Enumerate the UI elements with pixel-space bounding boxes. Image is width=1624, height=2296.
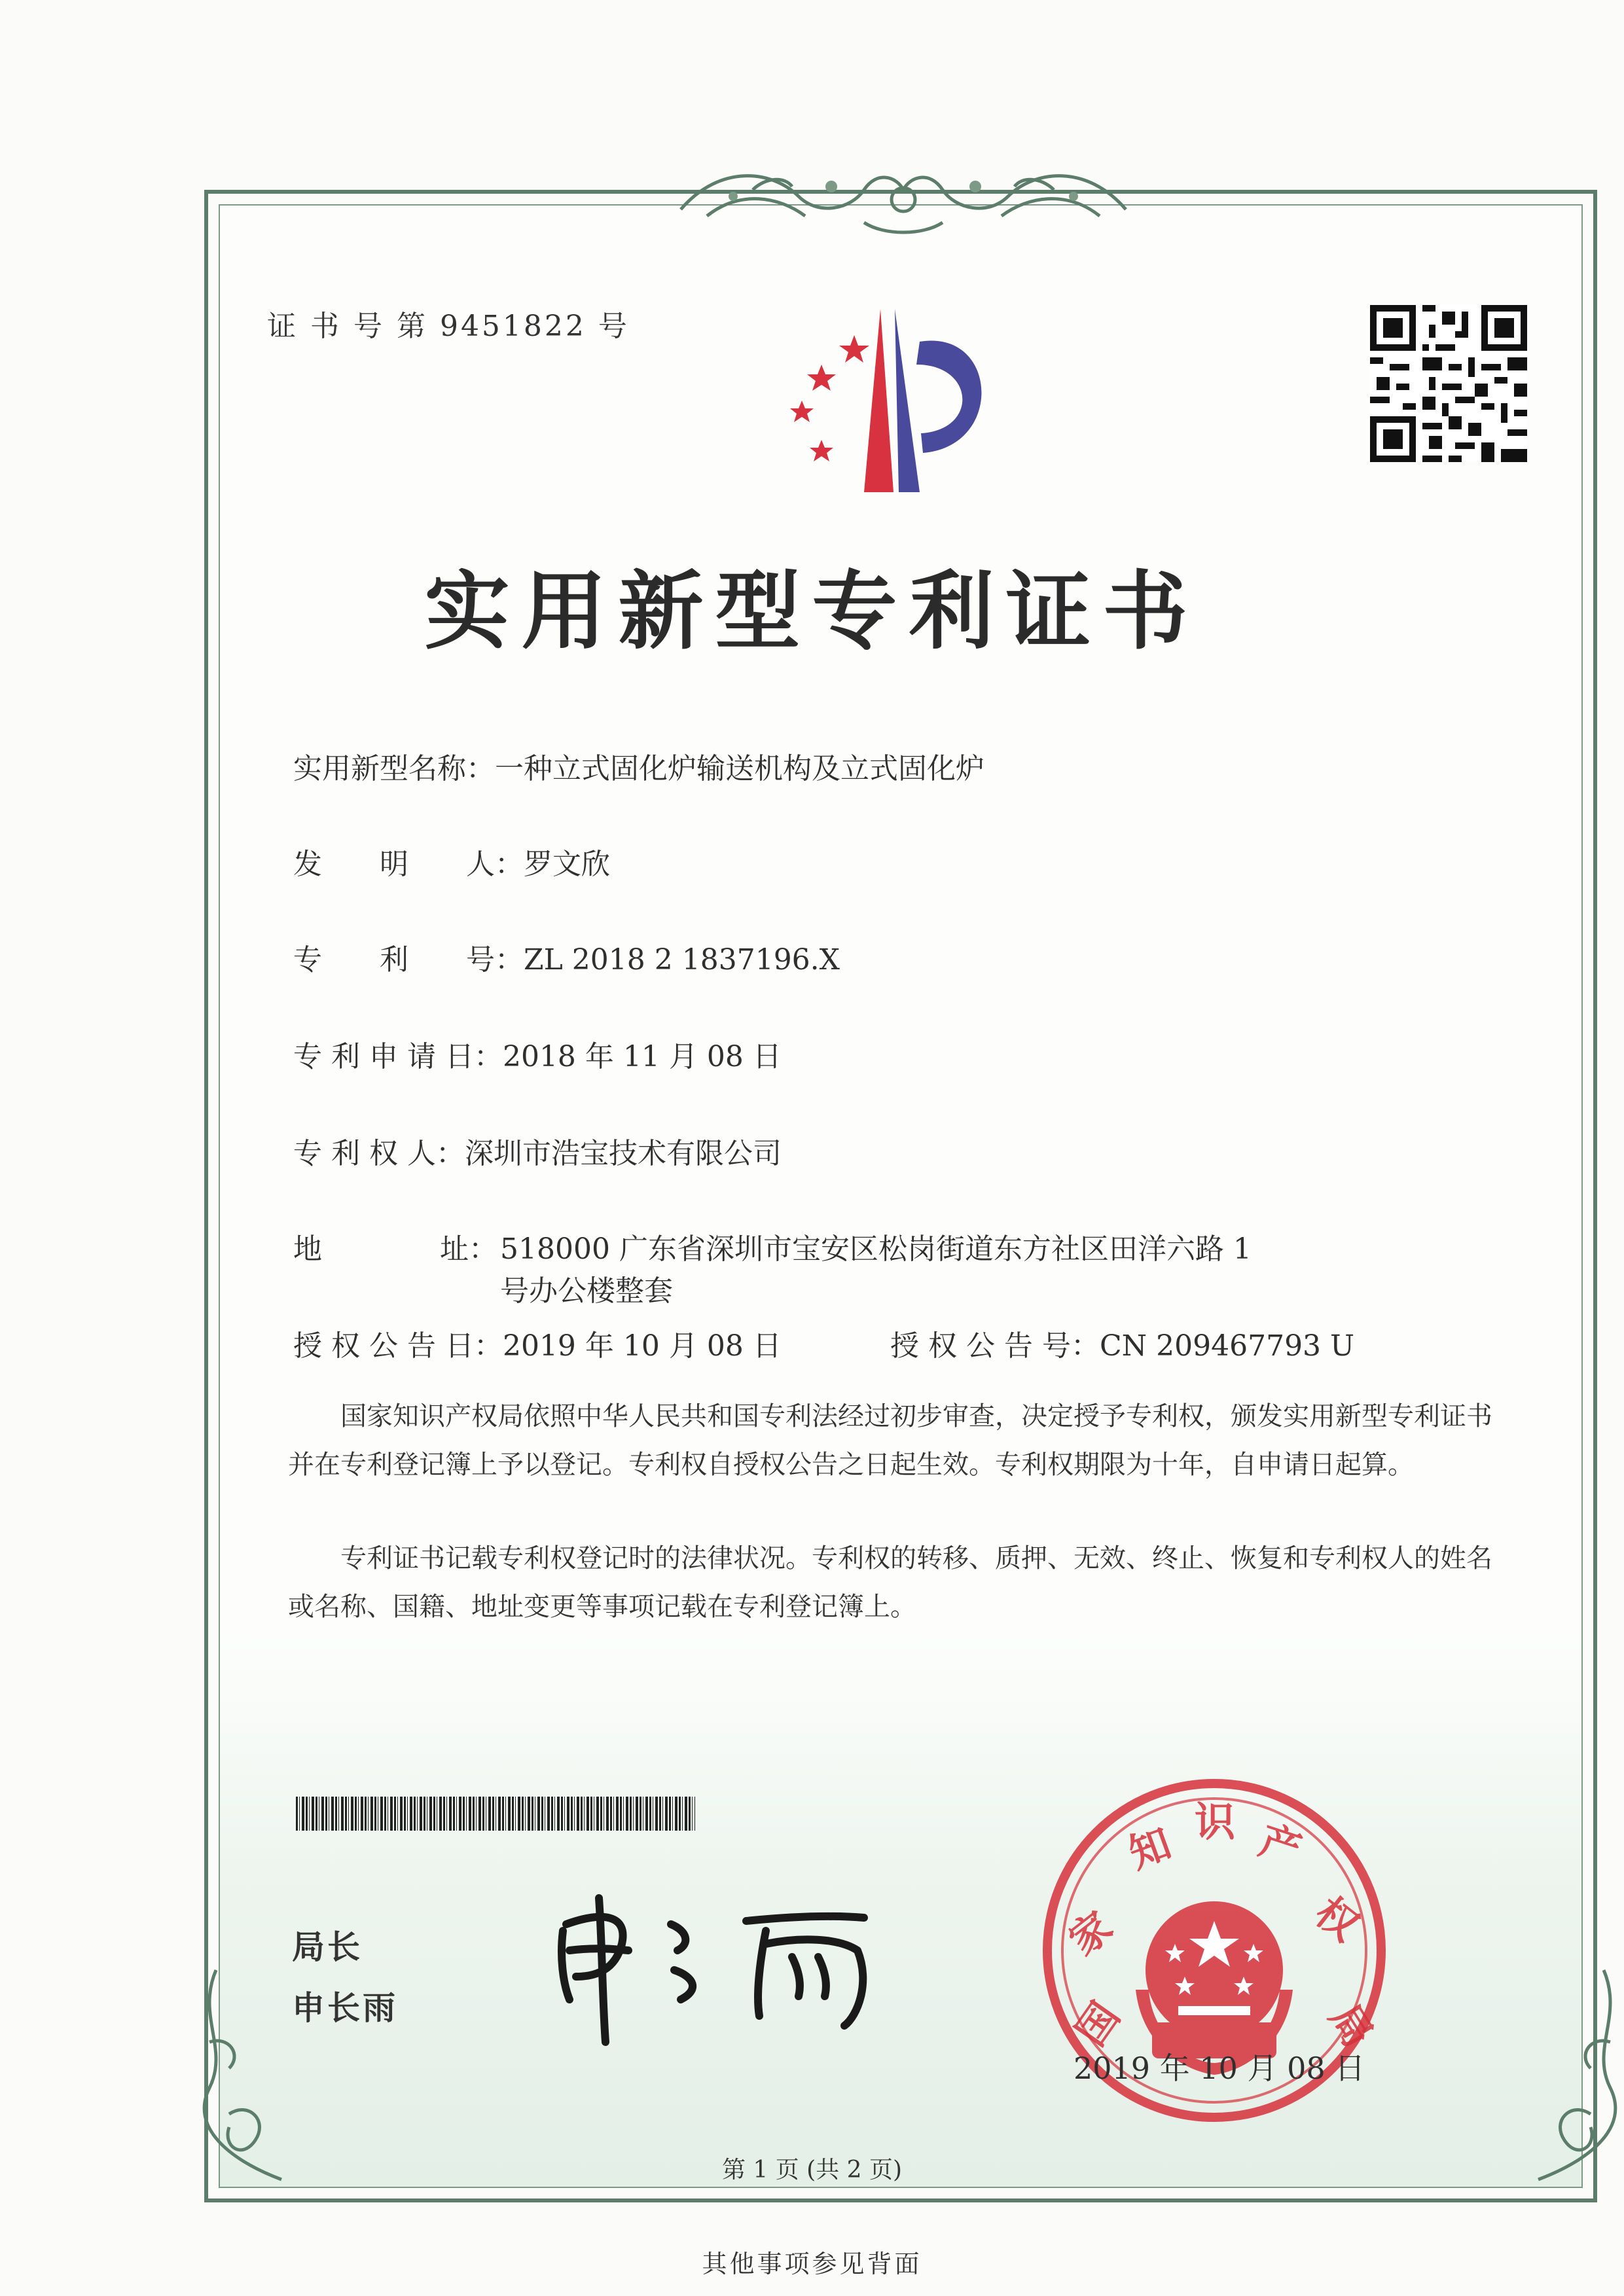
filing-date-value: 2018 年 11 月 08 日 bbox=[502, 1040, 782, 1073]
grant-number-label: 授 权 公 告 号： bbox=[890, 1329, 1100, 1363]
grant-number-value: CN 209467793 U bbox=[1099, 1329, 1355, 1363]
back-note: 其他事项参见背面 bbox=[702, 2250, 922, 2278]
svg-text:知: 知 bbox=[1123, 1819, 1178, 1878]
inventor-value: 罗文欣 bbox=[524, 848, 610, 881]
director-title: 局长 bbox=[292, 1928, 363, 1966]
barcode bbox=[296, 1797, 695, 1831]
certificate-title: 实用新型专利证书 bbox=[424, 561, 1200, 661]
statement-paragraph-1: 国家知识产权局依照中华人民共和国专利法经过初步审查，决定授予专利权，颁发实用新型专利证书并在专利登记簿上予以登记。专利权自授权公告之日起生效。专利权期限为十年，自申请日起算。 bbox=[288, 1401, 1492, 1480]
inventor-label: 发 明 人： bbox=[293, 848, 524, 881]
address-line-2: 号办公楼整套 bbox=[500, 1274, 673, 1308]
svg-text:识: 识 bbox=[1195, 1798, 1236, 1846]
statement-paragraph-2: 专利证书记载专利权登记时的法律状况。专利权的转移、质押、无效、终止、恢复和专利权人的姓名或名称、国籍、地址变更等事项记载在专利登记簿上。 bbox=[288, 1543, 1492, 1622]
patent-number-row bbox=[293, 936, 840, 978]
director-name: 申长雨 bbox=[292, 1989, 398, 2027]
certificate-number: 证 书 号 第 9451822 号 bbox=[267, 310, 630, 343]
address-label-2: 址： bbox=[440, 1232, 497, 1266]
grant-date-row bbox=[293, 1322, 782, 1364]
patentee-row bbox=[293, 1130, 782, 1172]
patent-number-value: ZL 2018 2 1837196.X bbox=[524, 943, 840, 977]
inventor-row bbox=[293, 840, 610, 882]
patentee-label: 专 利 权 人： bbox=[293, 1137, 465, 1170]
svg-text:产: 产 bbox=[1254, 1816, 1307, 1874]
seal-date: 2019 年 10 月 08 日 bbox=[1074, 2051, 1365, 2086]
svg-text:权: 权 bbox=[1306, 1888, 1368, 1951]
director-signature bbox=[550, 1885, 890, 2055]
address-line-1: 518000 广东省深圳市宝安区松岗街道东方社区田洋六路 1 bbox=[500, 1232, 1252, 1266]
top-ornament bbox=[668, 151, 1139, 249]
utility-model-name-label: 实用新型名称： bbox=[293, 752, 495, 785]
patent-number-label: 专 利 号： bbox=[293, 943, 524, 977]
utility-model-name-value: 一种立式固化炉输送机构及立式固化炉 bbox=[495, 752, 984, 785]
filing-date-row bbox=[293, 1033, 782, 1075]
svg-text:局: 局 bbox=[1320, 1996, 1383, 2056]
svg-text:国: 国 bbox=[1066, 1993, 1129, 2054]
grant-date-value: 2019 年 10 月 08 日 bbox=[502, 1329, 782, 1363]
address-label-1: 地 bbox=[293, 1232, 322, 1266]
qr-code bbox=[1370, 305, 1527, 462]
filing-date-label: 专 利 申 请 日： bbox=[293, 1040, 503, 1073]
page-number: 第 1 页 (共 2 页) bbox=[721, 2157, 903, 2183]
patentee-value: 深圳市浩宝技术有限公司 bbox=[464, 1137, 782, 1170]
cnipa-logo bbox=[782, 302, 1024, 499]
svg-text:家: 家 bbox=[1060, 1902, 1122, 1965]
grant-date-label: 授 权 公 告 日： bbox=[293, 1329, 503, 1363]
grant-number-row bbox=[890, 1322, 1354, 1364]
utility-model-name-row bbox=[293, 745, 984, 787]
